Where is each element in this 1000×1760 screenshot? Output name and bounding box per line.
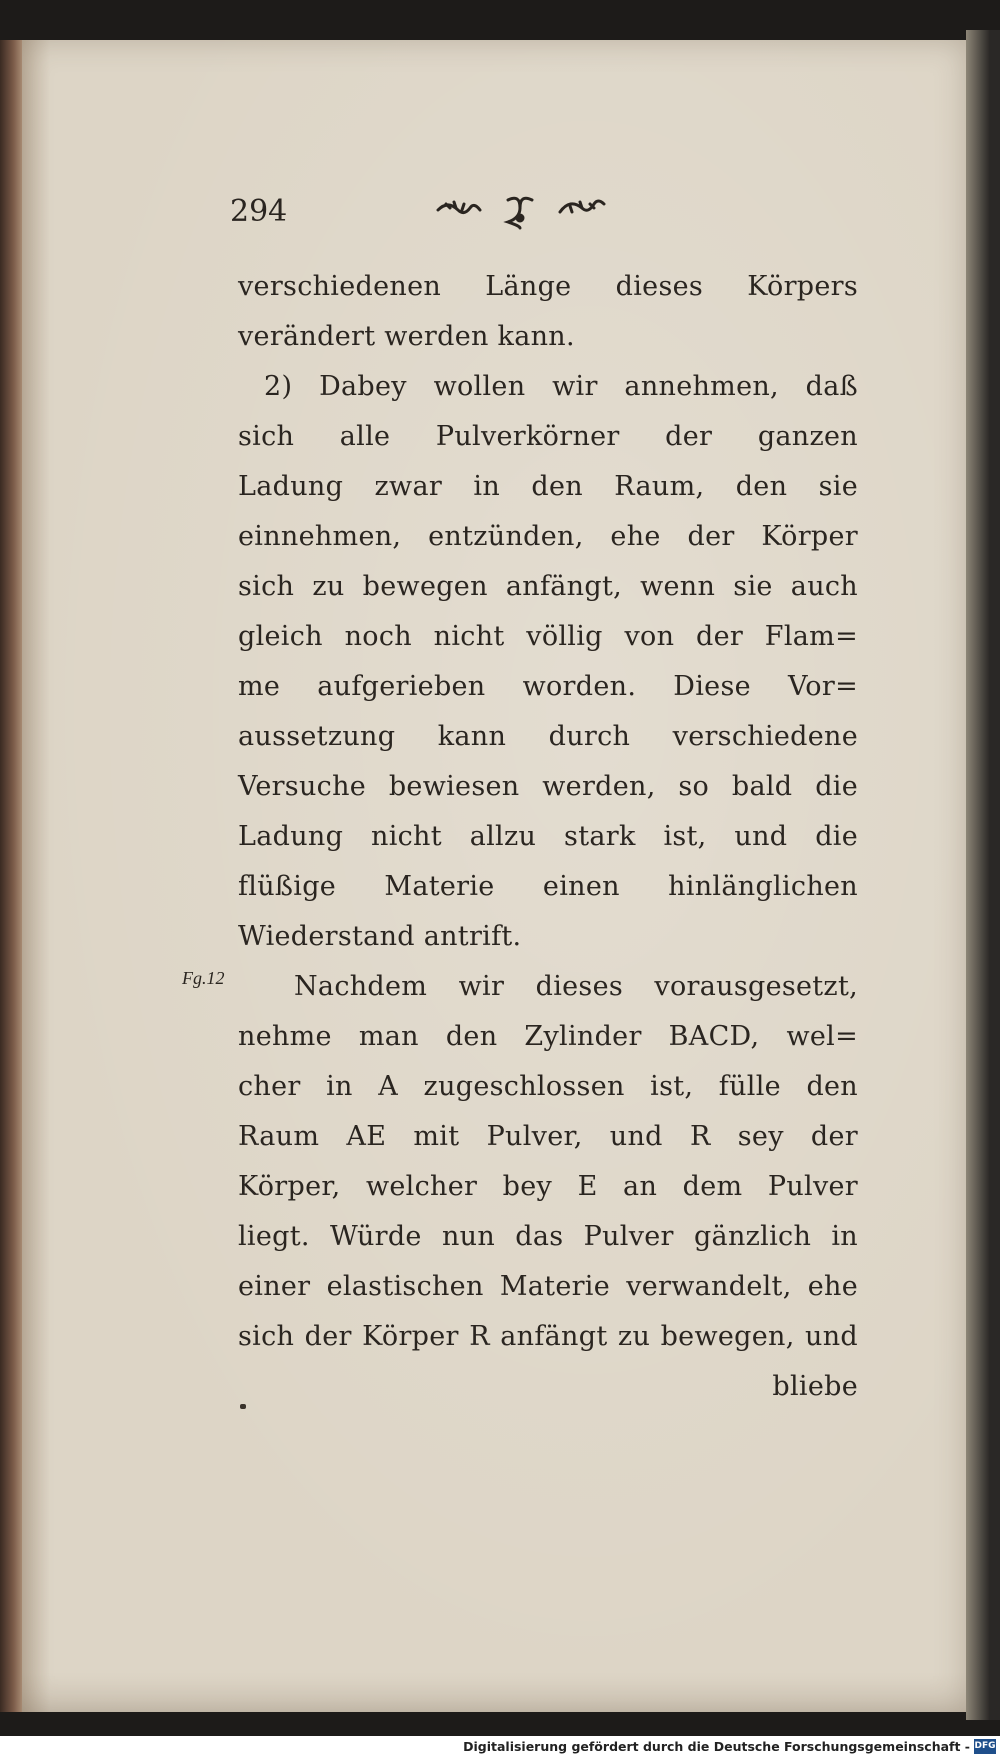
- text-line: aussetzung kann durch verschiedene: [238, 721, 858, 752]
- text-line: cher in A zugeschlossen ist, fülle den: [238, 1071, 858, 1102]
- text-line: Nachdem wir dieses vorausgesetzt,: [294, 971, 858, 1002]
- text-line: liegt. Würde nun das Pulver gänzlich in: [238, 1221, 858, 1252]
- text-line: einer elastischen Materie verwandelt, ehe: [238, 1271, 858, 1302]
- text-line: Körper, welcher bey E an dem Pulver: [238, 1171, 858, 1202]
- running-head: [230, 190, 670, 240]
- text-line: sich zu bewegen anfängt, wenn sie auch: [238, 571, 858, 602]
- dfg-logo-icon: DFG: [974, 1739, 996, 1754]
- text-line: Wiederstand antrift.: [238, 921, 522, 952]
- book-spine: [0, 40, 22, 1712]
- footer-bar: [0, 1736, 1000, 1760]
- text-line: me aufgerieben worden. Diese Vor=: [238, 671, 858, 702]
- text-line: Versuche bewiesen werden, so bald die: [238, 771, 858, 802]
- catchword: bliebe: [772, 1371, 858, 1402]
- text-line: einnehmen, entzünden, ehe der Körper: [238, 521, 858, 552]
- paper-speck: [240, 1404, 246, 1409]
- body-text: [238, 262, 858, 1412]
- text-line: sich der Körper R anfängt zu bewegen, und: [238, 1321, 858, 1352]
- text-line: nehme man den Zylinder BACD, wel=: [238, 1021, 858, 1052]
- text-line: verändert werden kann.: [238, 321, 575, 352]
- text-line: flüßige Materie einen hinlänglichen: [238, 871, 858, 902]
- text-line: Ladung nicht allzu stark ist, und die: [238, 821, 858, 852]
- text-line: gleich noch nicht völlig von der Flam=: [238, 621, 858, 652]
- footer-credit: Digitalisierung gefördert durch die Deutsche Forschungsgemeinschaft -: [463, 1739, 970, 1754]
- page-edge: [966, 30, 1000, 1720]
- page-number: 294: [230, 194, 288, 229]
- margin-note: Fg.12: [182, 968, 225, 988]
- ornament-icon: [420, 190, 620, 230]
- text-line: Raum AE mit Pulver, und R sey der: [238, 1121, 858, 1152]
- text-line: sich alle Pulverkörner der ganzen: [238, 421, 858, 452]
- text-line: verschiedenen Länge dieses Körpers: [238, 271, 858, 302]
- text-line: 2) Dabey wollen wir annehmen, daß: [264, 371, 858, 402]
- text-line: Ladung zwar in den Raum, den sie: [238, 471, 858, 502]
